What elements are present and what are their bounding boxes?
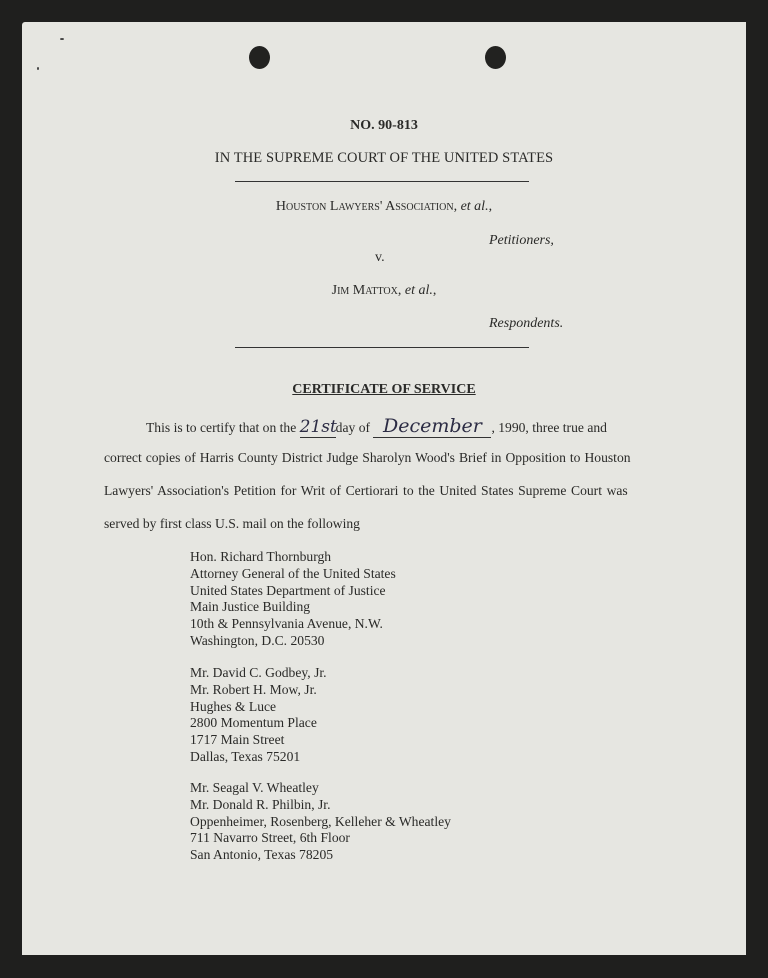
respondent-comma: , (432, 283, 437, 298)
address-line: 10th & Pennsylvania Avenue, N.W. (190, 616, 383, 632)
certification-line-2: correct copies of Harris County District Judge Sharolyn Wood's Brief in Opposition to Houston (104, 450, 631, 465)
address-line: Mr. Robert H. Mow, Jr. (190, 681, 317, 697)
paper-speck (37, 67, 39, 70)
address-line: United States Department of Justice (190, 582, 386, 598)
case-number: NO. 90-813 (350, 118, 418, 133)
certification-line-4: served by first class U.S. mail on the following (104, 516, 360, 531)
certification-line-1 (146, 415, 607, 438)
address-line: 711 Navarro Street, 6th Floor (190, 830, 350, 846)
respondents-role: Respondents. (489, 316, 564, 331)
address-line: Main Justice Building (190, 599, 311, 615)
address-line: Mr. Donald R. Philbin, Jr. (190, 796, 331, 812)
address-line: Mr. Seagal V. Wheatley (190, 780, 319, 795)
address-line: Oppenheimer, Rosenberg, Kelleher & Wheatley (190, 813, 451, 829)
address-line: Washington, D.C. 20530 (190, 632, 325, 648)
recipient-block-1 (190, 549, 396, 650)
address-line: Hon. Richard Thornburgh (190, 549, 332, 564)
address-line: Dallas, Texas 75201 (190, 748, 301, 764)
handwritten-month: December (373, 415, 491, 438)
certificate-title: CERTIFICATE OF SERVICE (292, 382, 476, 397)
respondent-name: Jim Mattox, (331, 283, 402, 298)
recipient-block-2 (190, 665, 327, 766)
court-name: IN THE SUPREME COURT OF THE UNITED STATES (214, 150, 554, 166)
address-line: 1717 Main Street (190, 732, 285, 748)
address-line: Attorney General of the United States (190, 565, 396, 581)
document-page (22, 22, 746, 955)
petitioner-comma: , (488, 199, 493, 214)
respondent-party (22, 283, 746, 299)
divider-bottom (235, 347, 529, 348)
address-line: Mr. David C. Godbey, Jr. (190, 665, 327, 680)
versus: v. (375, 250, 385, 265)
certification-line-3: Lawyers' Association's Petition for Writ of Certiorari to the United States Supreme Court was (104, 483, 628, 498)
divider-top (235, 181, 529, 182)
petitioner-party (22, 199, 746, 215)
respondent-etal: et al. (404, 283, 433, 298)
address-line: San Antonio, Texas 78205 (190, 847, 334, 863)
punch-hole-right (485, 46, 506, 69)
certify-suffix: , 1990, three true and (491, 420, 607, 435)
recipient-block-3 (190, 780, 451, 864)
handwritten-day: 21st (299, 417, 337, 437)
paper-speck (60, 38, 64, 40)
petitioner-etal: et al. (460, 199, 489, 214)
punch-hole-left (249, 46, 270, 69)
petitioner-name: Houston Lawyers' Association, (275, 199, 458, 214)
petitioners-role: Petitioners, (489, 233, 554, 248)
address-line: Hughes & Luce (190, 698, 277, 714)
address-line: 2800 Momentum Place (190, 715, 317, 731)
certify-prefix: This is to certify that on the (146, 420, 297, 435)
day-of-text: day of (335, 420, 371, 435)
